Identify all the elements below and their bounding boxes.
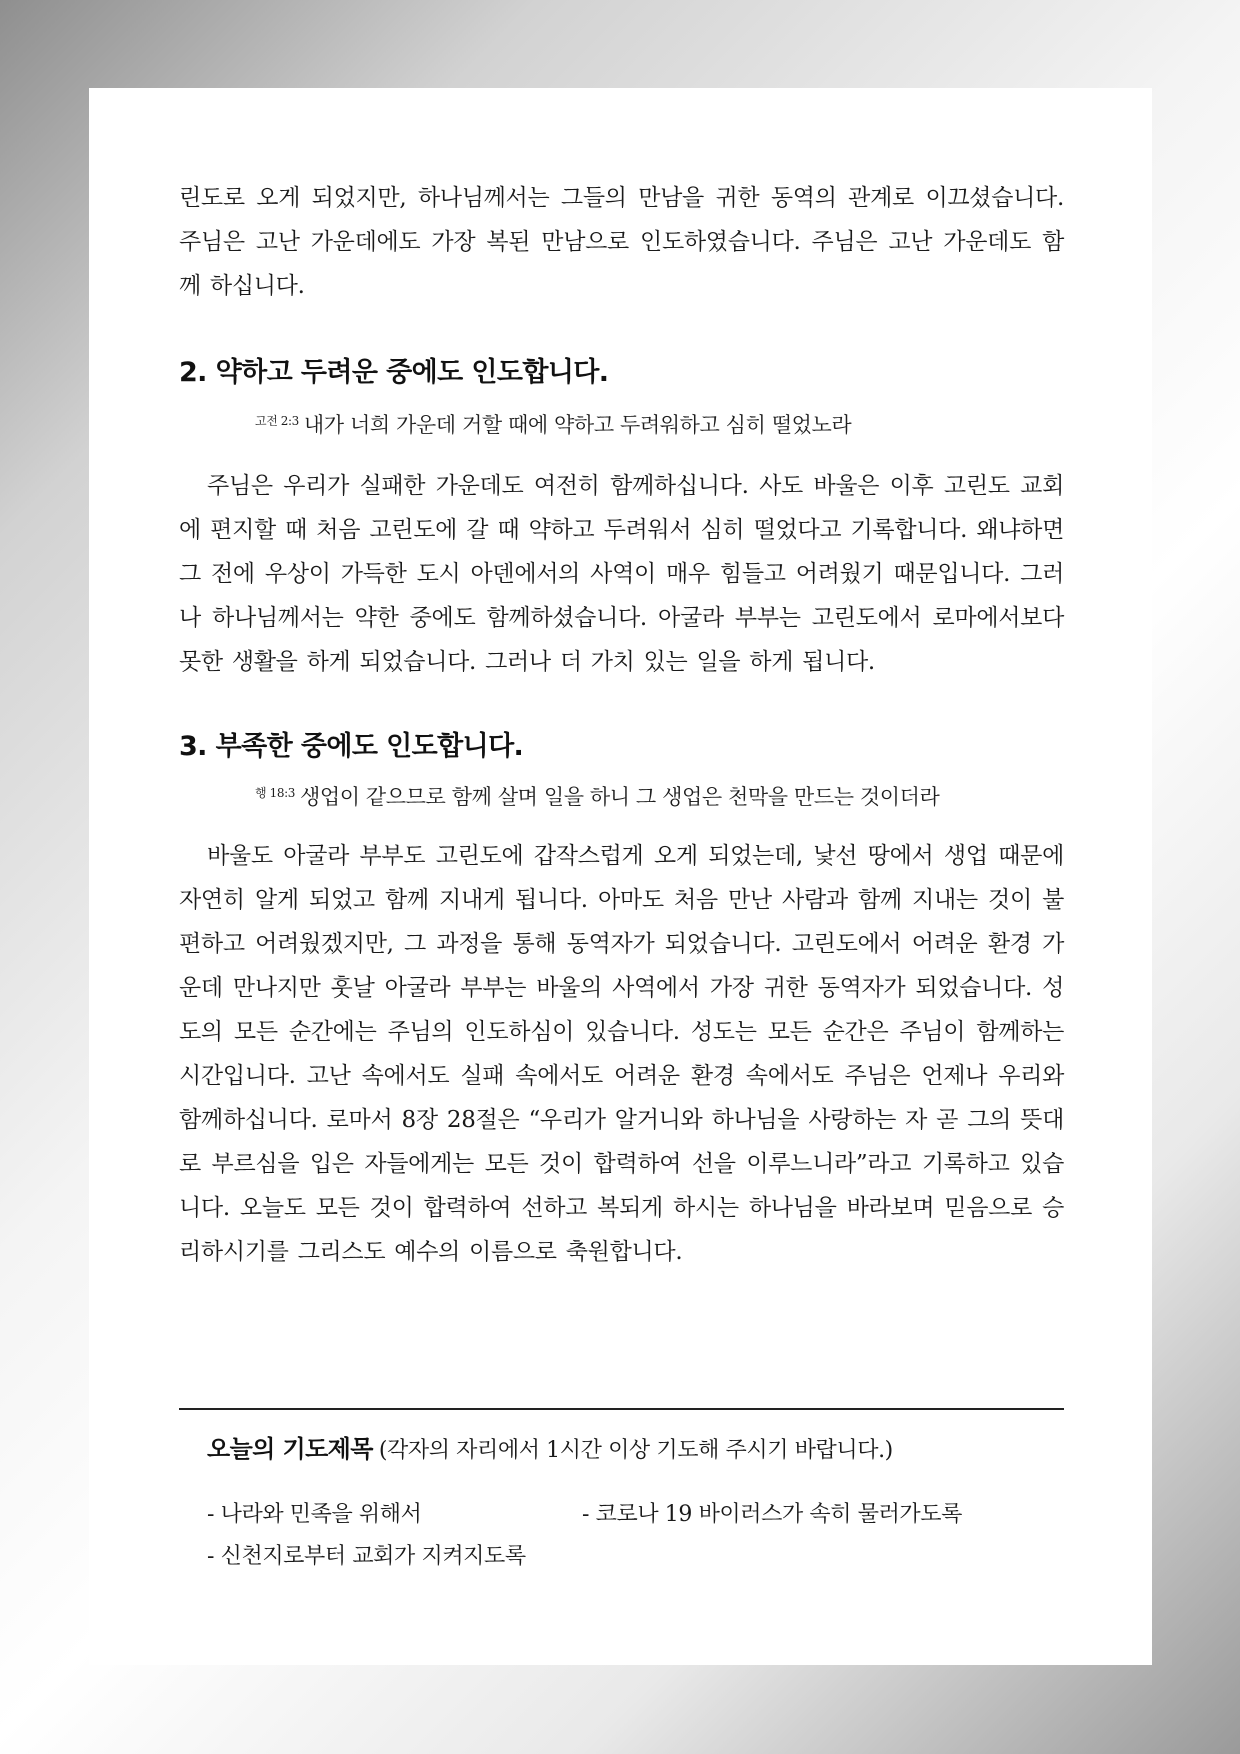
section-3-verse bbox=[179, 778, 1064, 812]
document-page bbox=[89, 88, 1152, 1665]
section-3-verse-reference: 행 18:3 bbox=[255, 786, 295, 800]
sermon-content bbox=[179, 176, 1064, 1274]
section-2-verse bbox=[179, 406, 1064, 440]
prayer-item: - 신천지로부터 교회가 지켜지도록 bbox=[207, 1544, 526, 1569]
prayer-item: - 코로나 19 바이러스가 속히 물러가도록 bbox=[582, 1502, 962, 1527]
section-2-body: 주님은 우리가 실패한 가운데도 여전히 함께하십니다. 사도 바울은 이후 고린도 교회에 편지할 때 처음 고린도에 갈 때 약하고 두려워서 심히 떨었다고 기록합니다. 왜냐하면 그 전에 우상이 가득한 도시 아덴에서의 사역이 매우 힘들고 어려웠기 때문입니다. 그러나 하나님께서는 약한 중에도 함께하셨습니다. 아굴라 부부는 고린도에서 로마에서보다 못한 생활을 하게 되었습니다. 그러나 더 가치 있는 일을 하게 됩니다. bbox=[179, 473, 1064, 675]
prayer-title: 오늘의 기도제목 bbox=[207, 1435, 373, 1463]
section-2-verse-reference: 고전 2:3 bbox=[255, 414, 299, 428]
prayer-title-line bbox=[207, 1434, 1064, 1466]
section-3-heading: 3. 부족한 중에도 인도합니다. bbox=[179, 731, 524, 762]
section-3-body: 바울도 아굴라 부부도 고린도에 갑작스럽게 오게 되었는데, 낯선 땅에서 생업 때문에 자연히 알게 되었고 함께 지내게 됩니다. 아마도 처음 만난 사람과 함께 지내는 것이 불편하고 어려웠겠지만, 그 과정을 통해 동역자가 되었습니다. 고린도에서 어려운 환경 가운데 만나지만 훗날 아굴라 부부는 바울의 사역에서 가장 귀한 동역자가 되었습니다. 성도의 모든 순간에는 주님의 인도하심이 있습니다. 성도는 모든 순간은 주님이 함께하는 시간입니다. 고난 속에서도 실패 속에서도 어려운 환경 속에서도 주님은 언제나 우리와 함께하십니다. 로마서 8장 28절은 “우리가 알거니와 하나님을 사랑하는 자 곧 그의 뜻대로 부르심을 입은 자들에게는 모든 것이 합력하여 선을 이루느니라”라고 기록하고 있습니다. 오늘도 모든 것이 합력하여 선하고 복되게 하시는 하나님을 바라보며 믿음으로 승리하시기를 그리스도 예수의 이름으로 축원합니다. bbox=[179, 843, 1064, 1265]
section-3-verse-text: 생업이 같으므로 함께 살며 일을 하니 그 생업은 천막을 만드는 것이더라 bbox=[299, 785, 940, 809]
section-2-verse-text: 내가 너희 가운데 거할 때에 약하고 두려워하고 심히 떨었노라 bbox=[303, 413, 852, 437]
intro-paragraph: 린도로 오게 되었지만, 하나님께서는 그들의 만남을 귀한 동역의 관계로 이끄셨습니다. 주님은 고난 가운데에도 가장 복된 만남으로 인도하였습니다. 주님은 고난 가운데도 함께 하십니다. bbox=[179, 185, 1064, 299]
prayer-item: - 나라와 민족을 위해서 bbox=[207, 1502, 422, 1527]
prayer-note: (각자의 자리에서 1시간 이상 기도해 주시기 바랍니다.) bbox=[378, 1438, 893, 1463]
section-2-heading: 2. 약하고 두려운 중에도 인도합니다. bbox=[179, 357, 609, 388]
prayer-items-list bbox=[207, 1500, 1064, 1584]
prayer-section bbox=[179, 1408, 1064, 1584]
prayer-divider bbox=[179, 1408, 1064, 1410]
